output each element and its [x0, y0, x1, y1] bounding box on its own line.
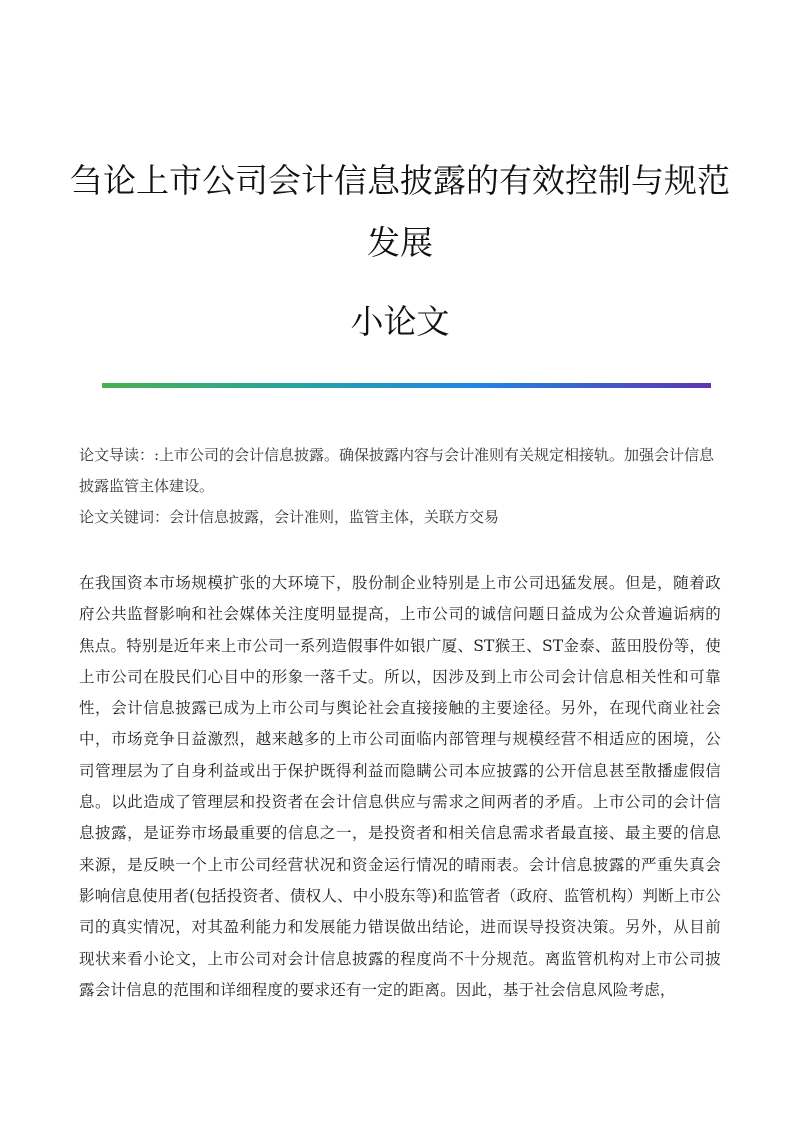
body-section: [79, 568, 721, 1006]
document-title: 刍论上市公司会计信息披露的有效控制与规范发展: [70, 161, 730, 262]
paper-keywords: 论文关键词：会计信息披露，会计准则，监管主体，关联方交易: [79, 508, 500, 526]
body-paragraph: 在我国资本市场规模扩张的大环境下，股份制企业特别是上市公司迅猛发展。但是，随着政府公共监督影响和社会媒体关注度明显提高，上市公司的诚信问题日益成为公众普遍诟病的焦点。特别是近年来上市公司一系列造假事件如银广厦、ST猴王、ST金泰、蓝田股份等，使上市公司在股民们心目中的形象一落千丈。所以，因涉及到上市公司会计信息相关性和可靠性，会计信息披露已成为上市公司与舆论社会直接接触的主要途径。另外，在现代商业社会中，市场竞争日益激烈，越来越多的上市公司面临内部管理与规模经营不相适应的困境，公司管理层为了自身利益或出于保护既得利益而隐瞒公司本应披露的公开信息甚至散播虚假信息。以此造成了管理层和投资者在会计信息供应与需求之间两者的矛盾。上市公司的会计信息披露，是证券市场最重要的信息之一，是投资者和相关信息需求者最直接、最主要的信息来源，是反映一个上市公司经营状况和资金运行情况的晴雨表。会计信息披露的严重失真会影响信息使用者(包括投资者、债权人、中小股东等)和监管者（政府、监管机构）判断上市公司的真实情况，对其盈利能力和发展能力错误做出结论，进而误导投资决策。另外，从目前现状来看小论文，上市公司对会计信息披露的程度尚不十分规范。离监管机构对上市公司披露会计信息的范围和详细程度的要求还有一定的距离。因此，基于社会信息风险考虑，: [79, 574, 721, 999]
intro-section: [79, 440, 721, 533]
paper-guide: 论文导读：:上市公司的会计信息披露。确保披露内容与会计准则有关规定相接轨。加强会计信息披露监管主体建设。: [79, 446, 715, 495]
title-block: [70, 150, 730, 342]
document-subtitle: 小论文: [350, 302, 450, 341]
title-divider: [102, 383, 711, 388]
